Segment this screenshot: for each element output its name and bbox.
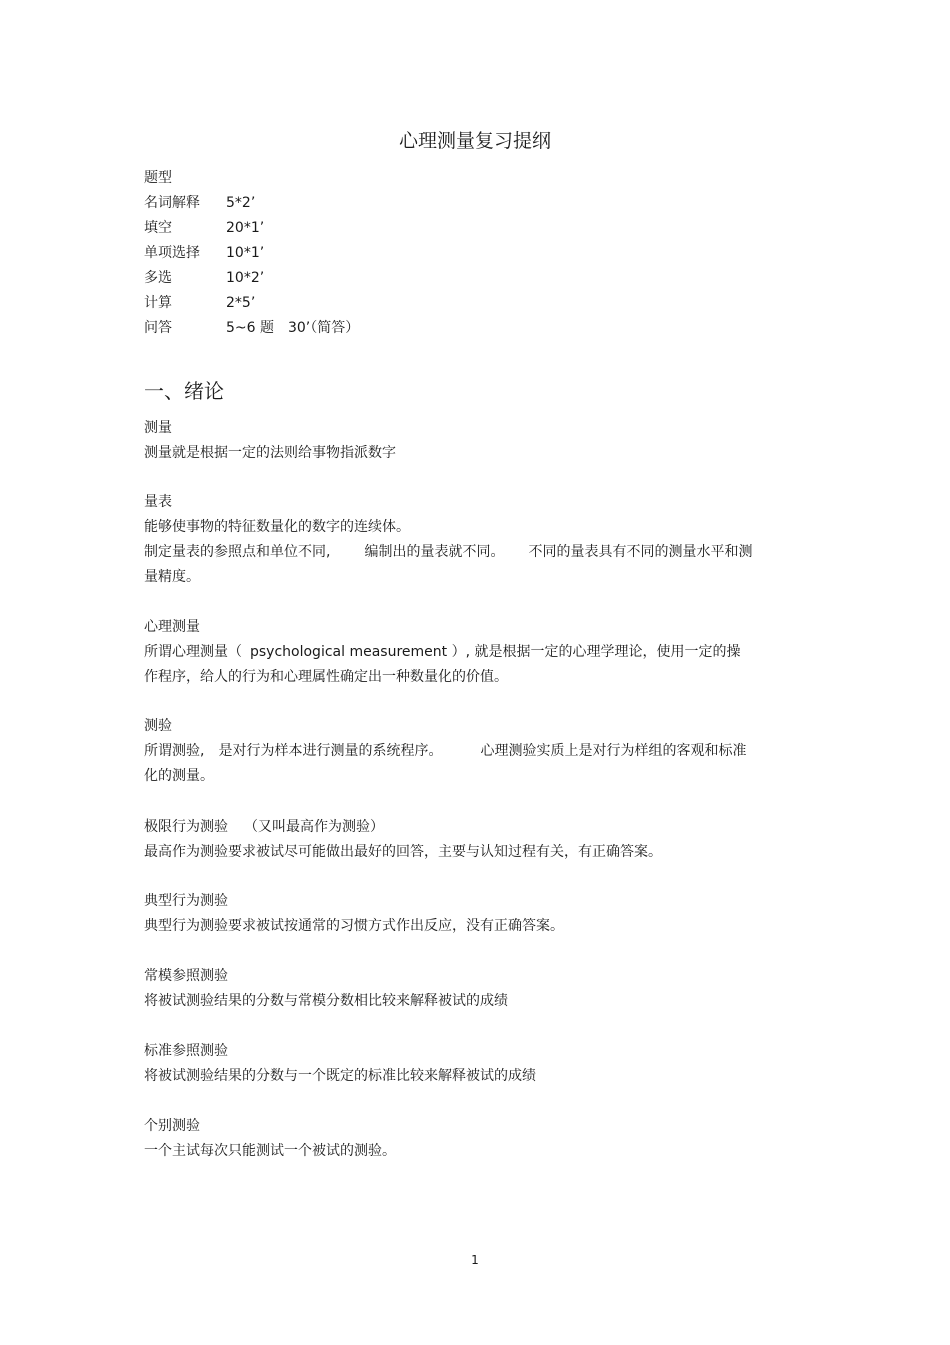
term-criterion-referenced-def: 将被试测验结果的分数与一个既定的标准比较来解释被试的成绩 <box>144 1068 536 1084</box>
qt-score-6: 5~6 题 30’（简答） <box>226 320 360 336</box>
term-psych-measurement-def-1 <box>144 642 740 662</box>
term-norm-referenced-test: 常模参照测验 <box>144 968 228 984</box>
term-measurement: 测量 <box>144 420 172 436</box>
qt-score-2: 20*1’ <box>226 220 265 236</box>
term-test: 测验 <box>144 718 172 734</box>
qt-name-6: 问答 <box>144 320 172 336</box>
term-scale-def-1: 能够使事物的特征数量化的数字的连续体。 <box>144 519 410 535</box>
qt-score-3: 10*1’ <box>226 245 265 261</box>
term-test-def-1 <box>144 741 746 761</box>
term-scale-def-2c: 不同的量表具有不同的测量水平和测 <box>528 544 753 560</box>
term-scale-def-2b: 编制出的量表就不同。 <box>364 544 505 560</box>
term-criterion-referenced-test: 标准参照测验 <box>144 1043 228 1059</box>
qt-score-1: 5*2’ <box>226 195 256 211</box>
term-typical-behavior-def: 典型行为测验要求被试按通常的习惯方式作出反应，没有正确答案。 <box>144 918 564 934</box>
term-individual-test: 个别测验 <box>144 1118 200 1134</box>
qt-score-5: 2*5’ <box>226 295 256 311</box>
qt-name-4: 多选 <box>144 270 172 286</box>
question-types-heading: 题型 <box>144 170 172 186</box>
qt-name-5: 计算 <box>144 295 172 311</box>
term-max-behavior-b: （又叫最高作为测验） <box>244 819 384 835</box>
term-scale-def-2 <box>144 542 752 562</box>
term-scale: 量表 <box>144 494 172 510</box>
term-norm-referenced-def: 将被试测验结果的分数与常模分数相比较来解释被试的成绩 <box>144 993 508 1009</box>
page-number: 1 <box>471 1253 479 1267</box>
qt-name-1: 名词解释 <box>144 195 200 211</box>
qt-name-2: 填空 <box>144 220 172 236</box>
page-title: 心理测量复习提纲 <box>398 130 551 152</box>
term-psych-measurement: 心理测量 <box>144 619 200 635</box>
term-max-behavior-a: 极限行为测验 <box>144 819 228 835</box>
term-test-def-1c: 心理测验实质上是对行为样组的客观和标准 <box>480 743 747 759</box>
term-test-def-1b: 是对行为样本进行测量的系统程序。 <box>218 743 443 759</box>
term-psych-def-1b: psychological measurement ）, 就是根据一定的心理学理论，使用一定的操 <box>250 644 741 660</box>
qt-name-3: 单项选择 <box>144 245 200 261</box>
term-test-def-1a: 所谓测验, <box>144 743 205 759</box>
term-psych-def-1a: 所谓心理测量（ <box>144 644 242 660</box>
section-heading: 一、绪论 <box>144 379 224 403</box>
term-psych-measurement-def-2: 作程序，给人的行为和心理属性确定出一种数量化的价值。 <box>144 669 508 685</box>
term-typical-behavior-test: 典型行为测验 <box>144 893 228 909</box>
term-test-def-2: 化的测量。 <box>144 768 214 784</box>
qt-score-4: 10*2’ <box>226 270 265 286</box>
term-individual-test-def: 一个主试每次只能测试一个被试的测验。 <box>144 1143 396 1159</box>
term-scale-def-3: 量精度。 <box>144 569 200 585</box>
term-measurement-def: 测量就是根据一定的法则给事物指派数字 <box>144 445 396 461</box>
term-max-behavior-test <box>144 817 384 837</box>
term-scale-def-2a: 制定量表的参照点和单位不同, <box>144 544 331 560</box>
term-max-behavior-def: 最高作为测验要求被试尽可能做出最好的回答，主要与认知过程有关，有正确答案。 <box>144 844 662 860</box>
